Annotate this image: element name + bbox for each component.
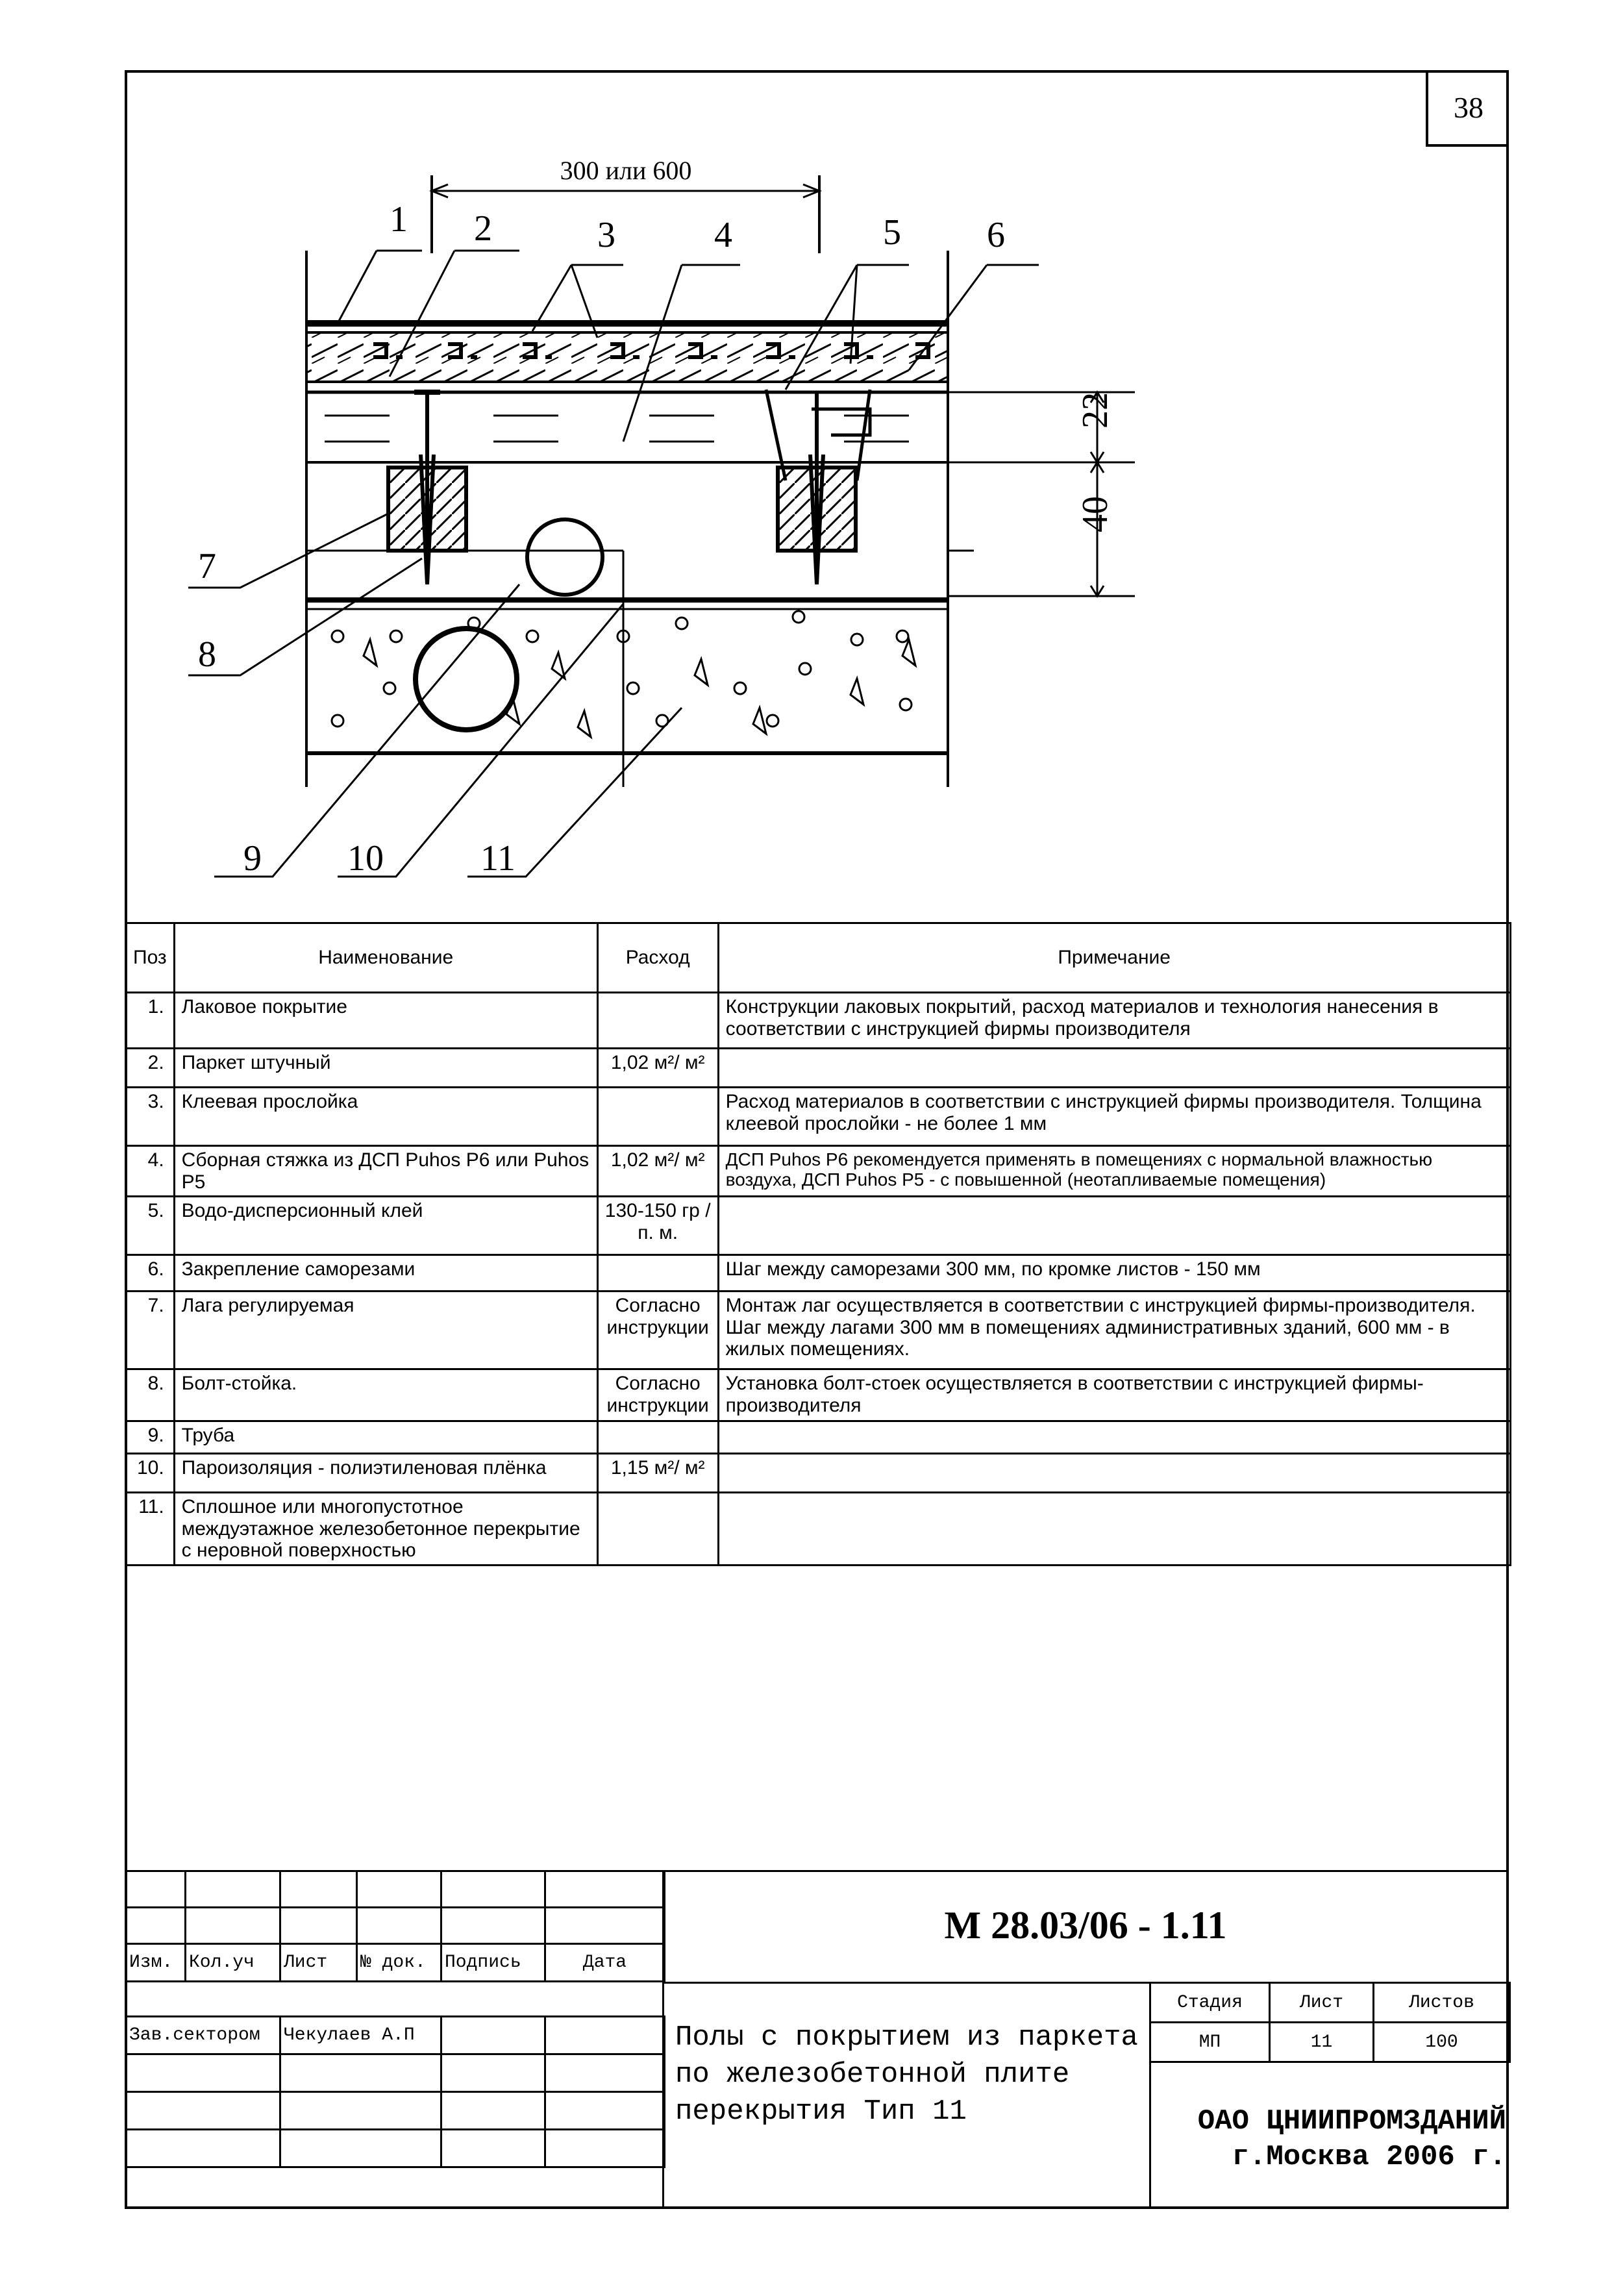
row-note xyxy=(718,1493,1510,1566)
row-pos: 9. xyxy=(126,1421,175,1454)
row-consumption xyxy=(597,1088,718,1146)
header-name: Наименование xyxy=(174,923,597,993)
row-pos: 8. xyxy=(126,1369,175,1421)
page-number: 38 xyxy=(1426,70,1509,147)
signature-table xyxy=(125,2015,665,2168)
col-sign: Подпись xyxy=(441,1944,545,1982)
row-note: Конструкции лаковых покрытий, расход материалов и технология нанесения в соответствии с инструкцией фирмы производителя xyxy=(718,993,1510,1049)
row-name: Труба xyxy=(174,1421,597,1454)
callout-4: 4 xyxy=(714,215,732,255)
row-consumption: Согласно инструкции xyxy=(597,1369,718,1421)
stage-value: МП xyxy=(1150,2023,1270,2062)
org-name: ОАО ЦНИИПРОМЗДАНИЙ xyxy=(1197,2105,1506,2138)
col-date: Дата xyxy=(545,1944,665,1982)
row-consumption xyxy=(597,1255,718,1292)
org-city-year: г.Москва 2006 г. xyxy=(1232,2141,1506,2173)
row-name: Лаковое покрытие xyxy=(174,993,597,1049)
row-consumption: 130-150 гр /п. м. xyxy=(597,1197,718,1255)
callout-1: 1 xyxy=(390,199,408,240)
col-doc: № док. xyxy=(357,1944,441,1982)
row-note: Установка болт-стоек осуществляется в соответствии с инструкцией фирмы-производителя xyxy=(718,1369,1510,1421)
row-note: Шаг между саморезами 300 мм, по кромке листов - 150 мм xyxy=(718,1255,1510,1292)
callout-3: 3 xyxy=(597,215,615,255)
table-row xyxy=(126,1088,1511,1146)
col-izm: Изм. xyxy=(126,1944,186,1982)
row-consumption: 1,15 м²/ м² xyxy=(597,1454,718,1493)
row-pos: 7. xyxy=(126,1292,175,1369)
callout-7: 7 xyxy=(198,546,216,586)
callout-5: 5 xyxy=(883,212,901,253)
spec-header-row xyxy=(126,923,1511,993)
header-note: Примечание xyxy=(718,923,1510,993)
row-name: Клеевая прослойка xyxy=(174,1088,597,1146)
row-consumption: Согласно инструкции xyxy=(597,1292,718,1369)
table-row xyxy=(126,1493,1511,1566)
callout-10: 10 xyxy=(347,838,384,879)
row-note: Расход материалов в соответствии с инструкцией фирмы производителя. Толщина клеевой прослойки - не более 1 мм xyxy=(718,1088,1510,1146)
sheet-value: 11 xyxy=(1270,2023,1374,2062)
row-pos: 4. xyxy=(126,1146,175,1197)
callout-9: 9 xyxy=(243,838,262,879)
row-note xyxy=(718,1454,1510,1493)
callout-8: 8 xyxy=(198,634,216,675)
row-name: Водо-дисперсионный клей xyxy=(174,1197,597,1255)
revision-header-row xyxy=(126,1944,665,1982)
pipe-large xyxy=(416,629,517,730)
row-consumption: 1,02 м²/ м² xyxy=(597,1146,718,1197)
stage-label: Стадия xyxy=(1150,1983,1270,2023)
table-row xyxy=(126,1292,1511,1369)
row-pos: 6. xyxy=(126,1255,175,1292)
row-consumption xyxy=(597,1493,718,1566)
table-row xyxy=(126,1049,1511,1088)
row-consumption xyxy=(597,993,718,1049)
sheet-label: Лист xyxy=(1270,1983,1374,2023)
floor-section-drawing xyxy=(0,0,1614,922)
col-list: Лист xyxy=(280,1944,357,1982)
row-consumption: 1,02 м²/ м² xyxy=(597,1049,718,1088)
header-consumption: Расход xyxy=(597,923,718,993)
person-name: Чекулаев А.П xyxy=(280,2017,441,2054)
table-row xyxy=(126,1255,1511,1292)
row-note xyxy=(718,1421,1510,1454)
row-name: Паркет штучный xyxy=(174,1049,597,1088)
callout-2: 2 xyxy=(474,208,492,249)
row-name: Сборная стяжка из ДСП Puhos P6 или Puhos P5 xyxy=(174,1146,597,1197)
row-note xyxy=(718,1049,1510,1088)
role-label: Зав.сектором xyxy=(126,2017,280,2054)
row-name: Сплошное или многопустотное междуэтажное железобетонное перекрытие с неровной поверхностью xyxy=(174,1493,597,1566)
table-row xyxy=(126,1454,1511,1493)
drawing-title: Полы с покрытием из паркета по железобетонной плите перекрытия Тип 11 xyxy=(675,2021,1138,2128)
revision-table xyxy=(125,1870,665,1982)
specification-table xyxy=(125,922,1511,1566)
row-consumption xyxy=(597,1421,718,1454)
table-row xyxy=(126,1197,1511,1255)
row-pos: 10. xyxy=(126,1454,175,1493)
table-row xyxy=(126,1369,1511,1421)
table-row xyxy=(126,1421,1511,1454)
row-pos: 11. xyxy=(126,1493,175,1566)
header-pos: Поз xyxy=(126,923,175,993)
callout-6: 6 xyxy=(987,215,1005,255)
row-note: Монтаж лаг осуществляется в соответствии с инструкцией фирмы-производителя. Шаг между лагами 300 мм в помещениях административных зданий, 600 мм - в жилых помещениях. xyxy=(718,1292,1510,1369)
row-note: ДСП Puhos P6 рекомендуется применять в помещениях с нормальной влажностью воздуха, ДСП Puhos P5 - с повышенной (неотапливаемые помещения) xyxy=(718,1146,1510,1197)
row-pos: 5. xyxy=(126,1197,175,1255)
col-kol: Кол.уч xyxy=(186,1944,280,1982)
document-code: М 28.03/06 - 1.11 xyxy=(944,1903,1227,1947)
row-name: Пароизоляция - полиэтиленовая плёнка xyxy=(174,1454,597,1493)
table-row xyxy=(126,1146,1511,1197)
sheets-label: Листов xyxy=(1374,1983,1510,2023)
sheets-value: 100 xyxy=(1374,2023,1510,2062)
pipe-small xyxy=(527,519,602,595)
row-pos: 1. xyxy=(126,993,175,1049)
row-note xyxy=(718,1197,1510,1255)
dimension-top: 300 или 600 xyxy=(560,156,692,185)
stage-table xyxy=(1149,1982,1511,2063)
row-name: Болт-стойка. xyxy=(174,1369,597,1421)
row-pos: 2. xyxy=(126,1049,175,1088)
row-pos: 3. xyxy=(126,1088,175,1146)
row-name: Лага регулируемая xyxy=(174,1292,597,1369)
dimension-22: 22 xyxy=(1075,392,1115,429)
row-name: Закрепление саморезами xyxy=(174,1255,597,1292)
table-row xyxy=(126,993,1511,1049)
dimension-40: 40 xyxy=(1075,496,1115,532)
callout-11: 11 xyxy=(480,838,515,879)
organization xyxy=(1149,2104,1506,2175)
